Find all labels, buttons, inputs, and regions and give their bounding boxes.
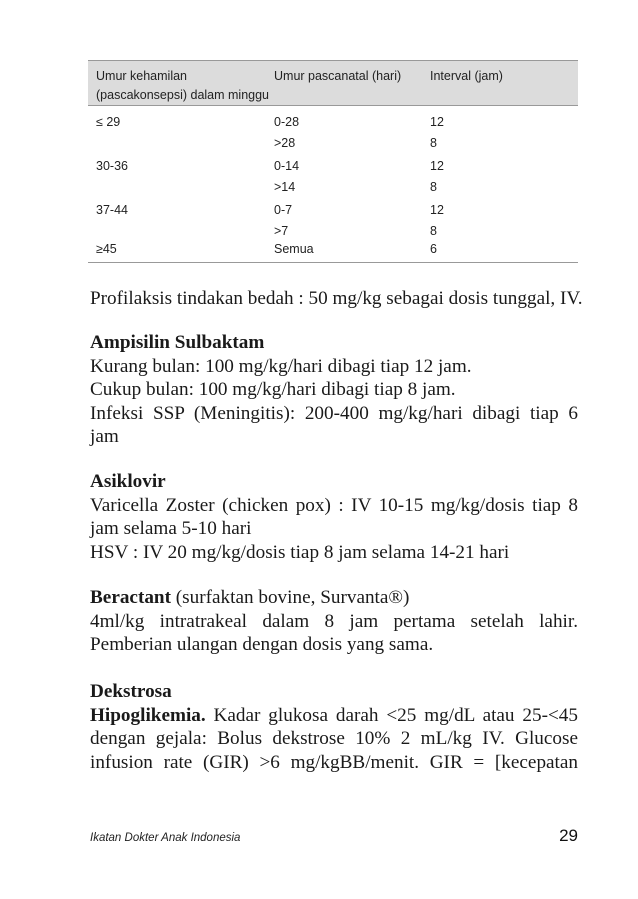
cell-interval: 12 8	[430, 203, 444, 238]
header-gestational-age: Umur kehamilan (pascakonsepsi) dalam minggu	[96, 69, 270, 102]
cell-interval: 12 8	[430, 159, 444, 194]
section-title: Asiklovir	[90, 471, 166, 492]
table-header	[88, 60, 578, 106]
header-interval: Interval (jam)	[430, 69, 503, 83]
table-body	[88, 106, 578, 263]
asiklovir-section: Asiklovir Varicella Zoster (chicken pox) : IV 10-15 mg/kg/dosis tiap 8 jam selama 5-10 hari HSV : IV 20 mg/kg/dosis tiap 8 jam selama 14-21 hari	[90, 471, 578, 563]
dosing-interval-table	[88, 60, 578, 263]
cell-gestational-age: ≤ 29	[96, 115, 121, 129]
section-title: Ampisilin Sulbaktam	[90, 332, 265, 353]
ampisilin-section: Ampisilin Sulbaktam Kurang bulan: 100 mg/kg/hari dibagi tiap 12 jam. Cukup bulan: 100 mg/kg/hari dibagi tiap 8 jam. Infeksi SSP (Meningitis): 200-400 mg/kg/hari dibagi tiap 6 jam	[90, 332, 578, 447]
hipoglikemia-lead: Hipoglikemia.	[90, 704, 206, 726]
cell-interval: 6	[430, 242, 437, 256]
cell-gestational-age: 37-44	[96, 203, 128, 217]
section-title: Dekstrosa	[90, 681, 172, 702]
cell-postnatal-age: 0-28 >28	[274, 115, 300, 150]
header-postnatal-age: Umur pascanatal (hari)	[274, 69, 402, 83]
beractant-section: Beractant (surfaktan bovine, Survanta®) 4ml/kg intratrakeal dalam 8 jam pertama setelah lahir. Pemberian ulangan dengan dosis yang sama.	[90, 587, 578, 655]
cell-gestational-age: 30-36	[96, 159, 128, 173]
cell-gestational-age: ≥45	[96, 242, 117, 256]
cell-postnatal-age: Semua	[274, 242, 314, 256]
section-title: Beractant	[90, 587, 171, 608]
footer-publisher: Ikatan Dokter Anak Indonesia	[90, 832, 241, 844]
dekstrosa-section: Dekstrosa Hipoglikemia. Kadar glukosa darah <25 mg/dL atau 25-<45 dengan gejala: Bolus dekstrose 10% 2 mL/kg IV. Glucose infusion rate (GIR) >6 mg/kgBB/menit. GIR = [kecepatan	[90, 681, 578, 773]
cell-interval: 12 8	[430, 115, 444, 150]
cell-postnatal-age: 0-7 >7	[274, 203, 293, 238]
cell-postnatal-age: 0-14 >14	[274, 159, 300, 194]
page-number: 29	[559, 826, 578, 845]
profilaksis-paragraph: Profilaksis tindakan bedah : 50 mg/kg sebagai dosis tunggal, IV.	[90, 288, 583, 309]
